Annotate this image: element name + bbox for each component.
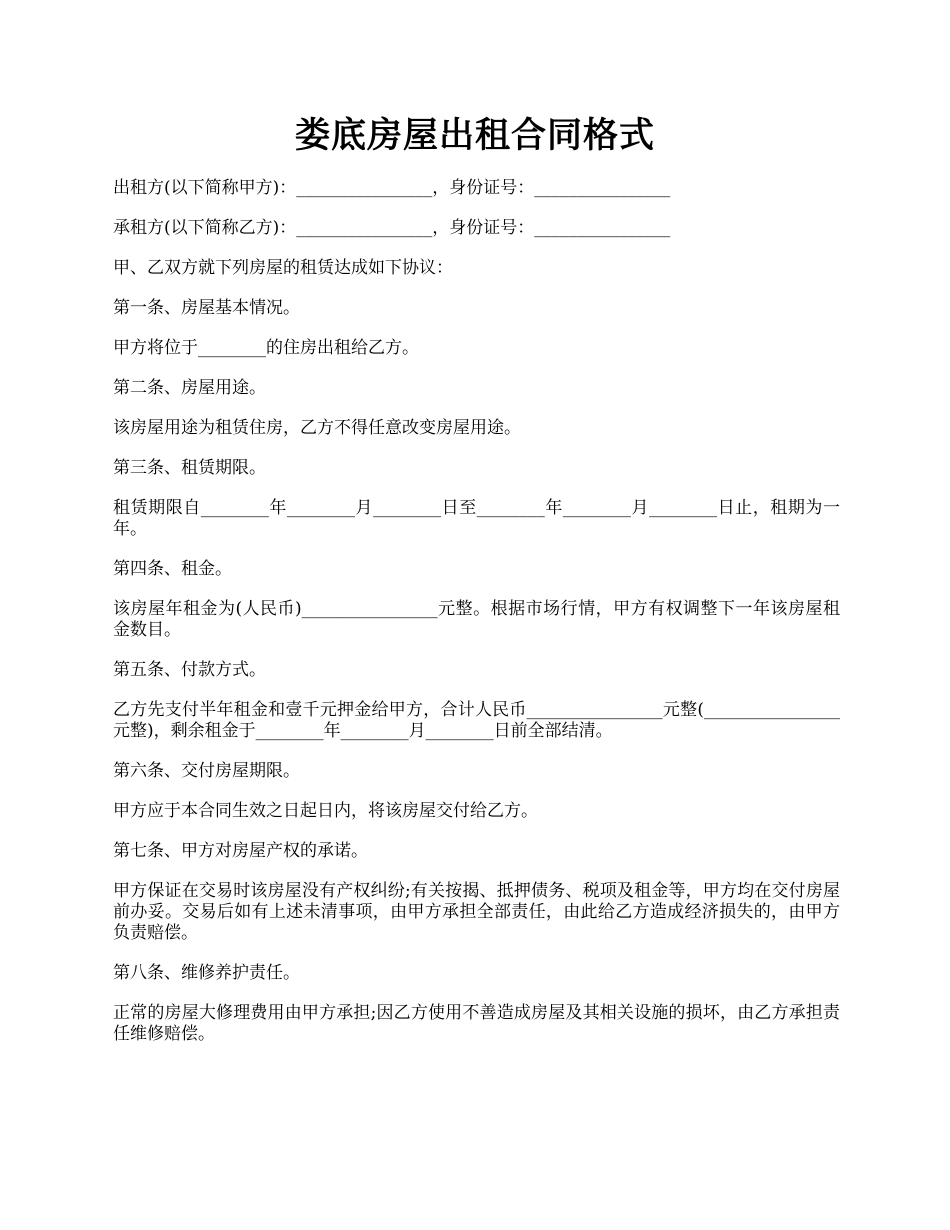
article-7-text: 甲方保证在交易时该房屋没有产权纠纷;有关按揭、抵押债务、税项及租金等，甲方均在交付房屋前办妥。交易后如有上述未清事项，由甲方承担全部责任，由此给乙方造成经济损失的，由甲方负责赔偿。 <box>113 881 840 943</box>
article-1-heading: 第一条、房屋基本情况。 <box>113 298 300 318</box>
article-4-text: 该房屋年租金为(人民币)________________元整。根据市场行情，甲方有权调整下一年该房屋租金数目。 <box>113 599 840 640</box>
article-8-text: 正常的房屋大修理费用由甲方承担;因乙方使用不善造成房屋及其相关设施的损坏，由乙方承担责任维修赔偿。 <box>113 1003 840 1044</box>
article-6-heading: 第六条、交付房屋期限。 <box>113 761 300 781</box>
document-title: 娄底房屋出租合同格式 <box>294 115 655 156</box>
article-3-heading: 第三条、租赁期限。 <box>113 458 266 478</box>
lessor-line: 出租方(以下简称甲方)：________________，身份证号：________________ <box>113 178 671 198</box>
article-8-heading: 第八条、维修养护责任。 <box>113 963 300 983</box>
article-1-text: 甲方将位于________的住房出租给乙方。 <box>113 338 419 358</box>
article-4-heading: 第四条、租金。 <box>113 559 232 579</box>
lessee-line: 承租方(以下简称乙方)：________________，身份证号：________________ <box>113 218 671 238</box>
article-2-heading: 第二条、房屋用途。 <box>113 378 266 398</box>
article-7-heading: 第七条、甲方对房屋产权的承诺。 <box>113 841 368 861</box>
article-2-text: 该房屋用途为租赁住房，乙方不得任意改变房屋用途。 <box>113 418 521 438</box>
article-3-text: 租赁期限自________年________月________日至________年________月________日止，租期为一年。 <box>113 498 840 539</box>
document-body <box>113 178 840 1064</box>
article-5-heading: 第五条、付款方式。 <box>113 660 266 680</box>
article-6-text: 甲方应于本合同生效之日起日内，将该房屋交付给乙方。 <box>113 801 538 821</box>
article-5-text: 乙方先支付半年租金和壹千元押金给甲方，合计人民币________________元整(________________元整)，剩余租金于________年________月________日前全部结清。 <box>113 700 840 741</box>
agreement-intro: 甲、乙双方就下列房屋的租赁达成如下协议： <box>113 258 453 278</box>
